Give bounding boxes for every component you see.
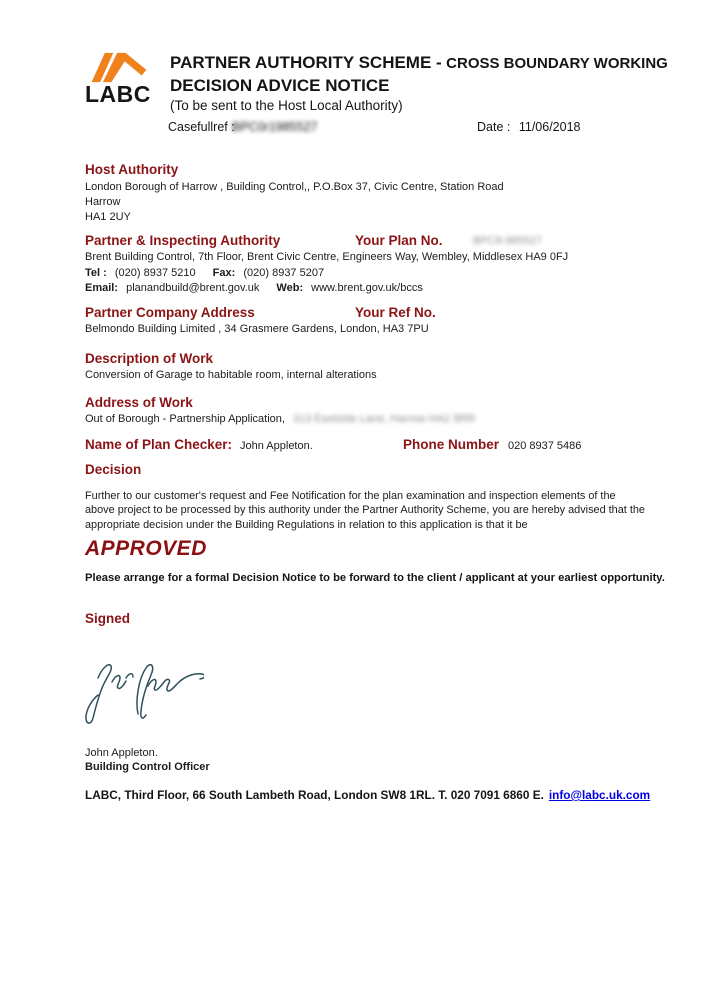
- caseref-value-redacted: BPC0r1985527: [232, 120, 318, 134]
- host-authority-line1: London Borough of Harrow , Building Control,, P.O.Box 37, Civic Centre, Station Road: [85, 181, 504, 193]
- host-authority-address: [85, 180, 504, 225]
- description-of-work-text: Conversion of Garage to habitable room, internal alterations: [85, 369, 377, 381]
- date-label: Date :: [477, 120, 511, 134]
- web-value: www.brent.gov.uk/bccs: [311, 282, 423, 294]
- fax-value: (020) 8937 5207: [243, 267, 325, 279]
- tel-label: Tel :: [85, 267, 107, 279]
- partner-company-heading: Partner Company Address: [85, 305, 255, 320]
- footer-text: LABC, Third Floor, 66 South Lambeth Road, London SW8 1RL. T. 020 7091 6860 E.: [85, 788, 544, 802]
- signature-image: [82, 648, 204, 732]
- title-main: PARTNER AUTHORITY SCHEME -: [170, 53, 442, 72]
- plan-checker-label: Name of Plan Checker:: [85, 437, 233, 452]
- title-line-2: DECISION ADVICE NOTICE: [170, 76, 390, 95]
- host-authority-line2: Harrow: [85, 196, 121, 208]
- footer-email-link[interactable]: info@labc.uk.com: [548, 788, 651, 802]
- web-label: Web:: [276, 282, 304, 294]
- partner-authority-heading: Partner & Inspecting Authority: [85, 233, 281, 248]
- decision-paragraph: Further to our customer's request and Fee Notification for the plan examination and inspection elements of the above project to be processed by this authority under the Partner Authority Scheme, you are hereby advised that the appropriate decision under the Building Regulations in relation to this application is that it be: [85, 490, 645, 531]
- address-of-work-text: [85, 413, 475, 425]
- signatory-title: Building Control Officer: [85, 761, 210, 773]
- email-value: planandbuild@brent.gov.uk: [126, 282, 260, 294]
- decision-result: APPROVED: [85, 537, 207, 560]
- date-field: [477, 120, 580, 134]
- partner-authority-address: Brent Building Control, 7th Floor, Brent Civic Centre, Engineers Way, Wembley, Middlesex HA9 0FJ: [85, 251, 569, 263]
- partner-company-address: Belmondo Building Limited , 34 Grasmere Gardens, London, HA3 7PU: [85, 323, 429, 335]
- labc-logo-text: LABC: [85, 81, 151, 107]
- address-of-work-redacted: 313 Eastside Lane, Harrow HA2 8RR: [293, 413, 476, 425]
- labc-roof-icon: [88, 50, 150, 84]
- host-authority-line3: HA1 2UY: [85, 211, 131, 223]
- title-line-3: (To be sent to the Host Local Authority): [170, 98, 403, 113]
- address-of-work-heading: Address of Work: [85, 395, 193, 410]
- signatory-name: John Appleton.: [85, 747, 158, 759]
- signed-heading: Signed: [85, 611, 131, 626]
- your-ref-no-label: Your Ref No.: [355, 305, 436, 320]
- title-line-1: [170, 53, 700, 73]
- phone-number-label: Phone Number: [403, 437, 500, 452]
- partner-authority-tel-fax: [85, 267, 324, 279]
- decision-instruction: Please arrange for a formal Decision Notice to be forward to the client / applicant at your earliest opportunity.: [85, 572, 665, 584]
- plan-checker-name: John Appleton.: [240, 440, 313, 452]
- address-of-work-prefix: Out of Borough - Partnership Application,: [85, 413, 285, 425]
- caseref-label: Casefullref :: [168, 120, 235, 134]
- your-plan-no-value-redacted: BPC8-985527: [473, 235, 543, 247]
- description-of-work-heading: Description of Work: [85, 351, 214, 366]
- email-label: Email:: [85, 282, 119, 294]
- decision-heading: Decision: [85, 462, 142, 477]
- partner-authority-email-web: [85, 282, 423, 294]
- title-secondary: CROSS BOUNDARY WORKING: [446, 55, 668, 72]
- date-value: 11/06/2018: [518, 120, 581, 134]
- fax-label: Fax:: [212, 267, 236, 279]
- host-authority-heading: Host Authority: [85, 162, 179, 177]
- tel-value: (020) 8937 5210: [114, 267, 196, 279]
- footer: [85, 788, 650, 802]
- your-plan-no-label: Your Plan No.: [355, 233, 443, 248]
- phone-number-value: 020 8937 5486: [508, 440, 582, 452]
- document-title-block: [170, 53, 700, 113]
